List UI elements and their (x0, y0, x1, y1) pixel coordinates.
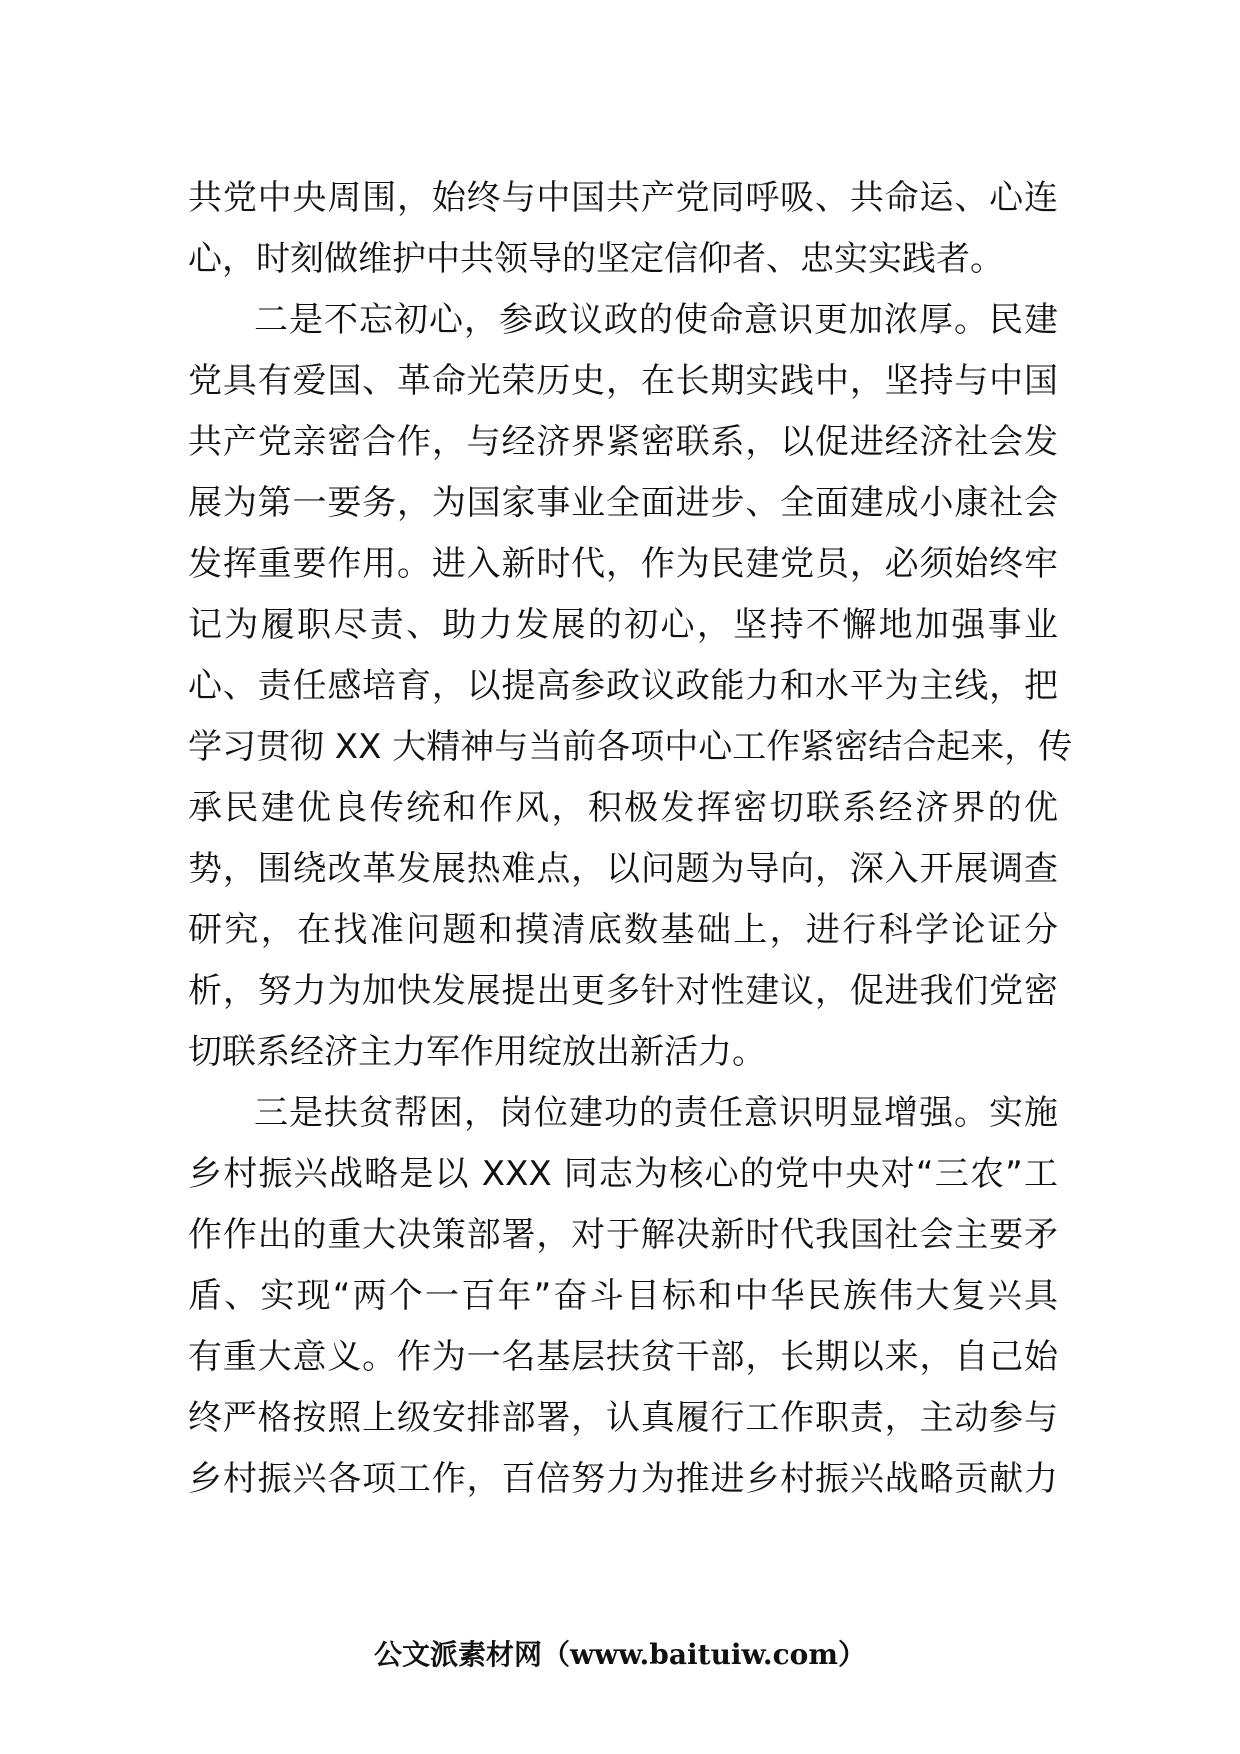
text-line: 乡村振兴各项工作，百倍努力为推进乡村振兴战略贡献力 (188, 1459, 1058, 1499)
footer-source: 公文派素材网（www.baituiw.com） (374, 1638, 866, 1671)
text-line: 势，围绕改革发展热难点，以问题为导向，深入开展调查 (188, 849, 1058, 889)
text-line: 作作出的重大决策部署，对于解决新时代我国社会主要矛 (188, 1215, 1058, 1255)
text-line: 共产党亲密合作，与经济界紧密联系，以促进经济社会发 (188, 422, 1058, 462)
text-line: 终严格按照上级安排部署，认真履行工作职责，主动参与 (188, 1398, 1058, 1438)
document-body (188, 168, 1073, 1510)
text-line: 记为履职尽责、助力发展的初心，坚持不懈地加强事业 (188, 605, 1058, 645)
text-line: 乡村振兴战略是以 XXX 同志为核心的党中央对“三农”工 (188, 1154, 1058, 1194)
text-line: 有重大意义。作为一名基层扶贫干部，长期以来，自己始 (188, 1337, 1058, 1377)
text-line: 党具有爱国、革命光荣历史，在长期实践中，坚持与中国 (188, 361, 1058, 401)
text-line: 心、责任感培育，以提高参政议政能力和水平为主线，把 (188, 666, 1058, 706)
text-line: 三是扶贫帮困，岗位建功的责任意识明显增强。实施 (254, 1093, 1058, 1133)
text-line: 切联系经济主力军作用绽放出新活力。 (188, 1032, 766, 1072)
text-line: 共党中央周围，始终与中国共产党同呼吸、共命运、心连 (188, 178, 1058, 218)
text-line: 研究，在找准问题和摸清底数基础上，进行科学论证分 (188, 910, 1058, 950)
text-line: 心，时刻做维护中共领导的坚定信仰者、忠实实践者。 (188, 239, 1004, 279)
text-line: 发挥重要作用。进入新时代，作为民建党员，必须始终牢 (188, 544, 1058, 584)
text-line: 学习贯彻 XX 大精神与当前各项中心工作紧密结合起来，传 (188, 727, 1073, 767)
text-line: 二是不忘初心，参政议政的使命意识更加浓厚。民建 (254, 300, 1058, 340)
text-line: 展为第一要务，为国家事业全面进步、全面建成小康社会 (188, 483, 1058, 523)
text-line: 盾、实现“两个一百年”奋斗目标和中华民族伟大复兴具 (188, 1276, 1058, 1316)
text-line: 承民建优良传统和作风，积极发挥密切联系经济界的优 (188, 788, 1058, 828)
text-line: 析，努力为加快发展提出更多针对性建议，促进我们党密 (188, 971, 1058, 1011)
